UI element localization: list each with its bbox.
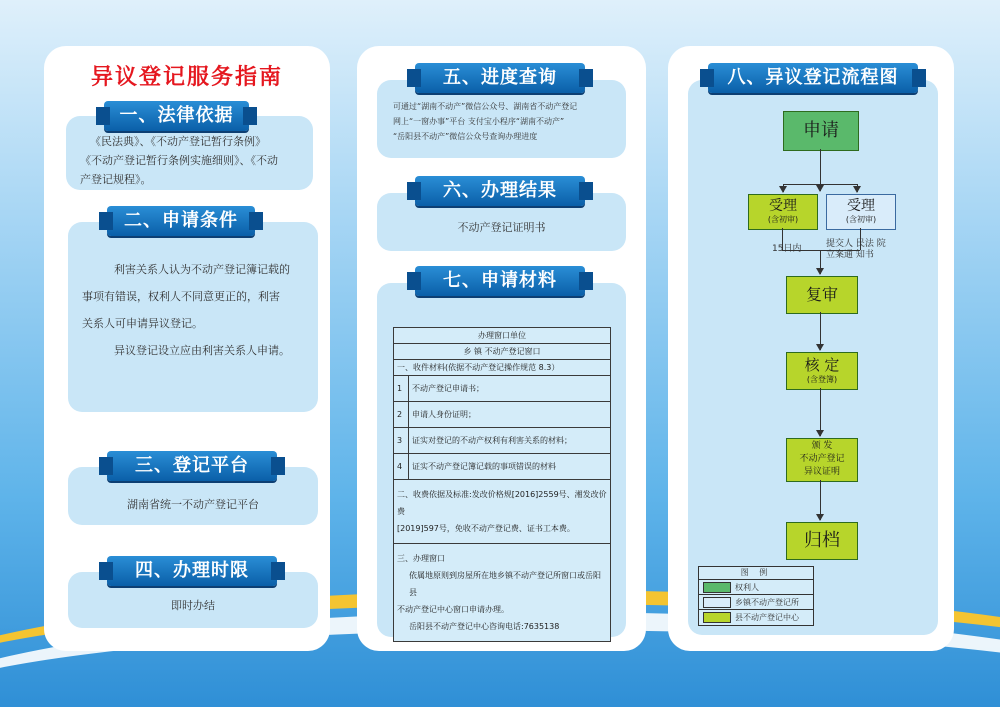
section-timelimit-text: 即时办结 — [171, 599, 215, 612]
flow-note-label: 提交人 民法 院 立案通 知书 — [826, 239, 886, 260]
table-row: 申请人身份证明； — [409, 402, 611, 428]
flow-legend — [698, 566, 814, 626]
legend-item: 县不动产登记中心 — [699, 610, 813, 624]
page-title: 异议登记服务指南 — [90, 64, 283, 90]
flow-connector — [783, 184, 857, 185]
flow-arrow — [820, 312, 821, 350]
flow-days-label: 15日内 — [772, 244, 802, 254]
materials-section-1: 一、收件材料(依据不动产登记操作规范 8.3） — [394, 360, 611, 376]
table-row-num: 2 — [394, 402, 409, 428]
table-row: 证实对登记的不动产权利有利害关系的材料； — [409, 428, 611, 454]
section-platform-heading: 三、登记平台 — [107, 451, 277, 481]
section-result-heading: 六、办理结果 — [415, 176, 585, 206]
section-legal-basis-text: 《民法典》、《不动产登记暂行条例》 《不动产登记暂行条例实施细则》、《不动 产登记规程》。 — [80, 135, 278, 186]
flow-review-node: 复审 — [786, 276, 858, 314]
flow-arrow — [820, 480, 821, 520]
section-progress-heading: 五、进度查询 — [415, 63, 585, 93]
panel-middle — [357, 46, 646, 651]
table-row-num: 4 — [394, 454, 409, 480]
materials-fee: 二、收费依据及标准:发改价格规[2016]2559号、湘发改价费 [2019]597号，免收不动产登记费、证书工本费。 — [394, 480, 611, 544]
section-conditions-heading: 二、申请条件 — [107, 206, 255, 236]
section-progress-text: 可通过“湖南不动产”微信公众号、湖南省不动产登记 网上“一窗办事”平台 支付宝小程序“湖南不动产” “岳阳县不动产”微信公众号查询办理进度 — [393, 102, 578, 141]
table-row: 证实不动产登记簿记载的事项错误的材料 — [409, 454, 611, 480]
flow-approve-node: 核 定 (含登簿) — [786, 352, 858, 390]
flow-accept-town-node: 受理 (含初审) — [826, 194, 896, 230]
legend-title: 图 例 — [699, 567, 813, 580]
legend-item: 乡镇不动产登记所 — [699, 595, 813, 610]
section-materials-heading: 七、申请材料 — [415, 266, 585, 296]
flow-arrow — [820, 388, 821, 436]
flow-accept-county-node: 受理 (含初审) — [748, 194, 818, 230]
section-result-text: 不动产登记证明书 — [457, 221, 546, 234]
legend-item: 权利人 — [699, 580, 813, 595]
flow-apply-node: 申请 — [783, 111, 859, 151]
section-conditions-text: 利害关系人认为不动产登记簿记载的 事项有错误，权利人不同意更正的，利害 关系人可申请异议登记。 异议登记设立应由利害关系人申请。 — [82, 263, 290, 357]
section-flow-heading: 八、异议登记流程图 — [708, 63, 918, 93]
materials-header-window: 乡 镇 不动产登记窗口 — [394, 344, 611, 360]
flow-arrow — [783, 184, 784, 192]
flow-issue-node: 颁 发 不动产登记 异议证明 — [786, 438, 858, 482]
table-row: 不动产登记申请书； — [409, 376, 611, 402]
materials-header-unit: 办理窗口单位 — [394, 328, 611, 344]
flow-arrow — [857, 184, 858, 192]
section-platform-text: 湖南省统一不动产登记平台 — [127, 498, 259, 511]
section-legal-basis-heading: 一、法律依据 — [104, 101, 249, 131]
table-row-num: 3 — [394, 428, 409, 454]
flow-archive-node: 归档 — [786, 522, 858, 560]
panel-left — [44, 46, 330, 651]
table-row-num: 1 — [394, 376, 409, 402]
section-timelimit-heading: 四、办理时限 — [107, 556, 277, 586]
materials-window: 三、办理窗口 依属地原则到房屋所在地乡镇不动产登记所窗口或岳阳县 不动产登记中心窗口申请办理。 岳阳县不动产登记中心咨询电话:7635138 — [394, 544, 611, 642]
materials-table — [393, 327, 611, 642]
